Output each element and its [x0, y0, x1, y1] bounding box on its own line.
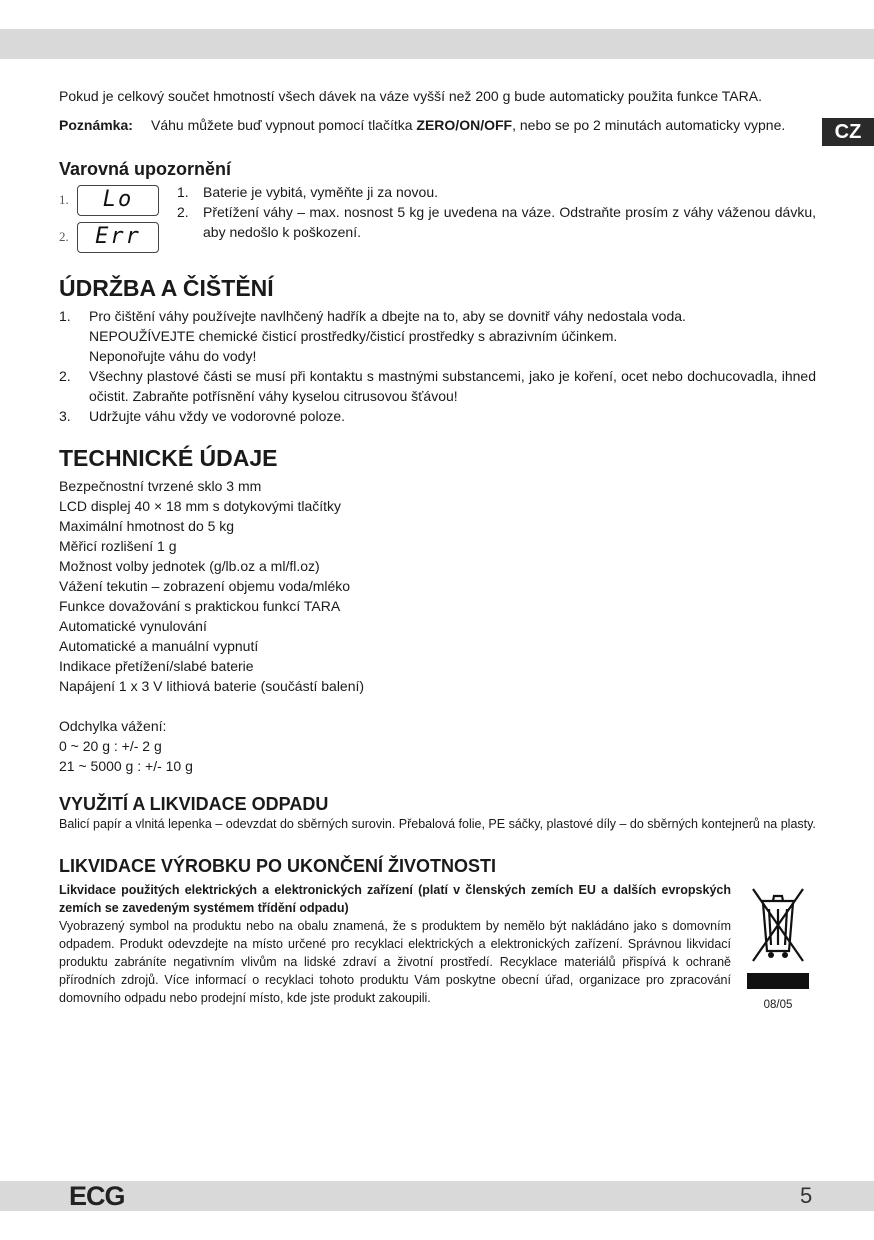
list-item-number: 2.: [177, 204, 189, 220]
spec-line: Automatické vynulování: [59, 618, 207, 634]
header-band: [0, 29, 874, 59]
spec-line: Automatické a manuální vypnutí: [59, 638, 259, 654]
list-item: [177, 202, 816, 242]
spec-line: Napájení 1 x 3 V lithiová baterie (součástí balení): [59, 678, 365, 694]
packaging-text: Balicí papír a vlnitá lepenka – odevzdat do sběrných surovin. Přebalová folie, PE sáčky, plastové díly – do sběrných kontejnerů na plasty.: [59, 817, 816, 831]
list-item-subline: Neponořujte váhu do vody!: [89, 348, 257, 364]
spacer: [59, 696, 816, 716]
page-number: 5: [800, 1183, 813, 1208]
deviation-line: 0 ~ 20 g : +/- 2 g: [59, 738, 162, 754]
list-item-text: [89, 306, 816, 366]
maintenance-heading: ÚDRŽBA A ČIŠTĚNÍ: [59, 275, 274, 301]
spec-line: Bezpečnostní tvrzené sklo 3 mm: [59, 478, 262, 494]
tech-specs: [59, 476, 816, 776]
list-item-subline: NEPOUŽÍVEJTE chemické čisticí prostředky/čisticí prostředky s abrazivním účinkem.: [89, 328, 618, 344]
deviation-label: Odchylka vážení:: [59, 718, 167, 734]
disposal-heading: LIKVIDACE VÝROBKU PO UKONČENÍ ŽIVOTNOSTI: [59, 856, 497, 876]
warnings-heading: Varovná upozornění: [59, 159, 232, 179]
maintenance-list: [59, 306, 816, 426]
intro-paragraph: Pokud je celkový součet hmotností všech dávek na váze vyšší než 200 g bude automaticky použita funkce TARA.: [59, 88, 762, 104]
spec-line: Maximální hmotnost do 5 kg: [59, 518, 235, 534]
spec-line: Vážení tekutin – zobrazení objemu voda/mléko: [59, 578, 351, 594]
warnings-block: [59, 182, 816, 256]
lcd-example-row: [59, 219, 177, 255]
list-item: [59, 406, 816, 426]
note: [59, 115, 816, 135]
brand-logo: ECG: [69, 1181, 125, 1211]
list-item-number: 1.: [59, 308, 71, 324]
spec-line: Indikace přetížení/slabé baterie: [59, 658, 254, 674]
footer-band: [0, 1181, 874, 1211]
note-label: Poznámka:: [59, 117, 133, 133]
list-item-text: Přetížení váhy – max. nosnost 5 kg je uvedena na váze. Odstraňte prosím z váhy váženou dávku, aby nedošlo k poškození.: [203, 204, 816, 240]
page-content: [59, 86, 816, 1015]
note-button-name: ZERO/ON/OFF: [416, 117, 513, 133]
list-item-number: 2.: [59, 368, 71, 384]
spec-line: Možnost volby jednotek (g/lb.oz a ml/fl.oz): [59, 558, 320, 574]
list-item: [59, 306, 816, 366]
weee-code: 08/05: [763, 999, 793, 1011]
packaging-heading: VYUŽITÍ A LIKVIDACE ODPADU: [59, 794, 329, 814]
language-tab: CZ: [822, 118, 874, 146]
lcd-example-number: 1.: [59, 192, 69, 207]
list-item-main-text: Pro čištění váhy používejte navlhčený hadřík a dbejte na to, aby se dovnitř váhy nedostala voda.: [89, 308, 686, 324]
note-text-start: Váhu můžete buď vypnout pomocí tlačítka: [151, 117, 417, 133]
crossed-bin-icon: [747, 885, 809, 965]
lcd-examples: [59, 182, 177, 256]
note-text: [151, 115, 816, 135]
lcd-example-number: 2.: [59, 229, 69, 244]
tech-heading: TECHNICKÉ ÚDAJE: [59, 445, 278, 471]
warnings-list: [177, 182, 816, 256]
list-item-text: Všechny plastové části se musí při kontaktu s mastnými substancemi, jako je koření, ocet nebo dochucovadla, ihned očistit. Zabraňte potřísnění váhy kyselou citrusovou šťávou!: [89, 368, 816, 404]
list-item-number: 3.: [59, 408, 71, 424]
list-item-text: Udržujte váhu vždy ve vodorovné poloze.: [89, 408, 346, 424]
deviation-line: 21 ~ 5000 g : +/- 10 g: [59, 758, 193, 774]
lcd-example-row: [59, 182, 177, 218]
weee-bar: [747, 973, 809, 989]
list-item-text: Baterie je vybitá, vyměňte ji za novou.: [203, 184, 439, 200]
disposal-body: Vyobrazený symbol na produktu nebo na obalu znamená, že s produktem by nemělo být nakládáno jako s domovním odpadem. Produkt odevzdejte na místo určené pro recyklaci elektrických a elektronických zařízení. Správnou likvidací produktu zabráníte negativním vlivům na lidské zdraví a životní prostředí. Recyklace materiálů přispívá k ochraně přírodních zdrojů. Více informací o recyklaci tohoto produktu Vám poskytne obecní úřad, organizace pro zpracování domovního odpadu nebo prodejní místo, kde jste produkt zakoupili.: [59, 919, 731, 1005]
disposal-intro: Likvidace použitých elektrických a elektronických zařízení (platí v členských zemích EU a dalších evropských zemích se zavedeným systémem třídění odpadu): [59, 883, 731, 915]
list-item-number: 1.: [177, 184, 189, 200]
list-item: [177, 182, 816, 202]
spec-line: Měřicí rozlišení 1 g: [59, 538, 177, 554]
spec-line: Funkce dovažování s praktickou funkcí TARA: [59, 598, 341, 614]
list-item: [59, 366, 816, 406]
disposal-block: [59, 881, 816, 1015]
disposal-text: [59, 881, 731, 1015]
lcd-display-err: Err: [77, 222, 159, 253]
weee-symbol: [747, 885, 815, 1015]
note-text-end: , nebo se po 2 minutách automaticky vypne.: [512, 117, 786, 133]
spec-line: LCD displej 40 × 18 mm s dotykovými tlačítky: [59, 498, 342, 514]
lcd-display-lo: Lo: [77, 185, 159, 216]
